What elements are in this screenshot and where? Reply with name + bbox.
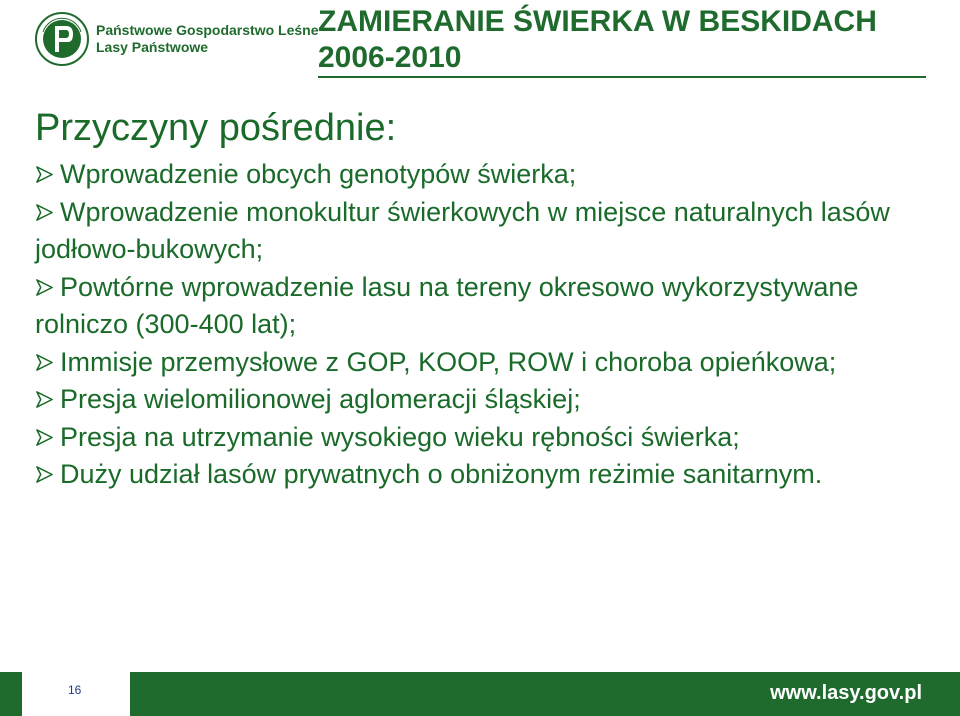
bullet-text: Wprowadzenie obcych genotypów świerka; [60, 159, 577, 189]
arrow-bullet-icon [35, 203, 54, 222]
bullet-item [35, 344, 935, 382]
lasy-panstwowe-logo-icon [35, 12, 89, 66]
org-line-2: Lasy Państwowe [96, 39, 209, 55]
arrow-bullet-icon [35, 428, 54, 447]
arrow-bullet-icon [35, 465, 54, 484]
arrow-bullet-icon [35, 353, 54, 372]
bullet-text: Presja wielomilionowej aglomeracji śląskiej; [60, 384, 581, 414]
bullet-item [35, 269, 935, 344]
bullet-text: Duży udział lasów prywatnych o obniżonym reżimie sanitarnym. [60, 459, 823, 489]
bullet-text: Presja na utrzymanie wysokiego wieku rębności świerka; [60, 421, 740, 452]
bullet-text: Immisje przemysłowe z GOP, KOOP, ROW i choroba opieńkowa; [60, 346, 837, 377]
bullet-item [35, 381, 935, 419]
title-line-2: 2006-2010 [318, 41, 462, 74]
arrow-bullet-icon [35, 390, 54, 409]
slide-title [318, 4, 877, 76]
bullet-text: Wprowadzenie monokultur świerkowych w miejsce naturalnych lasów jodłowo-bukowych; [35, 196, 890, 264]
section-heading: Przyczyny pośrednie: [35, 107, 397, 149]
arrow-bullet-icon [35, 165, 54, 184]
organization-name [96, 22, 319, 56]
bullet-list [35, 156, 935, 494]
page-number: 16 [68, 683, 82, 697]
title-line-1: ZAMIERANIE ŚWIERKA W BESKIDACH [318, 5, 877, 38]
website-url: www.lasy.gov.pl [770, 682, 922, 704]
bullet-item [35, 194, 935, 269]
bullet-text: Powtórne wprowadzenie lasu na tereny okresowo wykorzystywane rolniczo (300-400 lat); [35, 271, 859, 339]
bullet-item [35, 419, 935, 457]
bullet-item [35, 456, 935, 494]
bullet-item [35, 156, 935, 194]
arrow-bullet-icon [35, 278, 54, 297]
org-line-1: Państwowe Gospodarstwo Leśne [96, 22, 319, 38]
title-divider [318, 76, 926, 78]
